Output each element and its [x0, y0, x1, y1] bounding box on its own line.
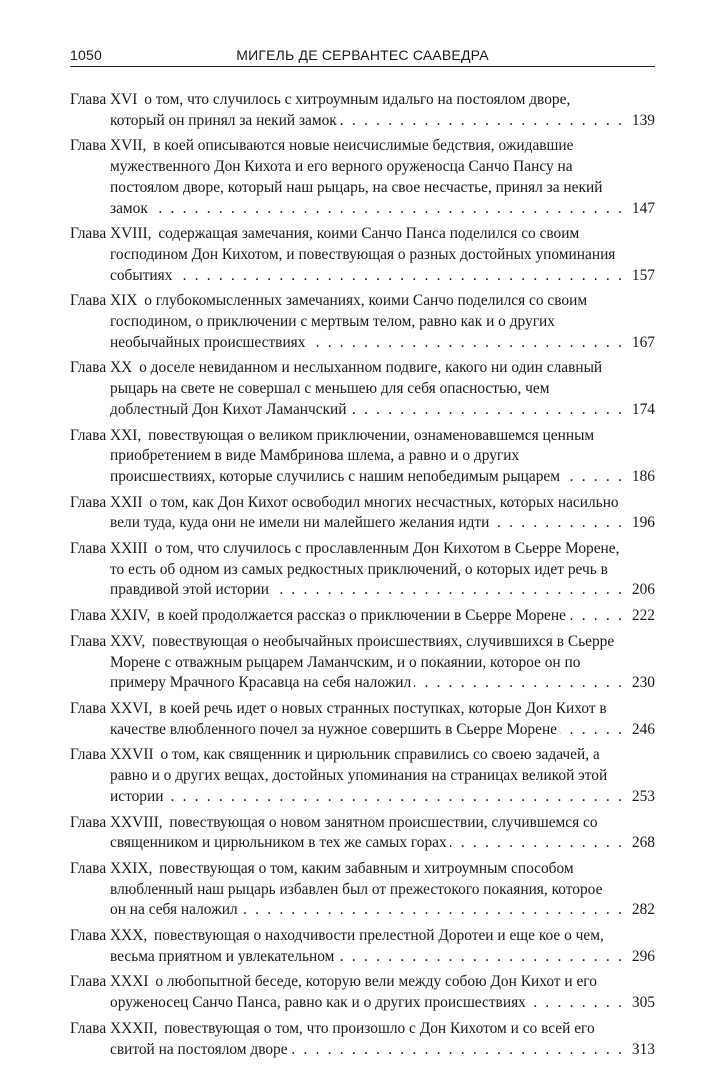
toc-entry — [70, 291, 655, 353]
chapter-description: повествующая о необычайных происшествиях, случившихся в Сьерре Морене с отважным рыцарем Ламанчским, и о покаянии, которое он по примеру Мрачного Красавца на себя наложил — [110, 632, 615, 692]
page-reference: 222 — [621, 606, 655, 627]
chapter-label: Глава XXII — [70, 494, 145, 511]
chapter-description: повествующая о великом приключении, ознаменовавшемся ценным приобретением в виде Мамбринова шлема, а равно и о других происшествиях, которые случились с нашим непобедимым рыцарем — [110, 426, 595, 485]
dot-leader — [110, 787, 621, 808]
chapter-label: Глава XXI, — [70, 427, 144, 444]
chapter-label: Глава XVIII, — [70, 225, 154, 242]
page-reference: 230 — [621, 673, 655, 694]
chapter-description: о том, что случилось с прославленным Дон Кихотом в Сьерре Морене, то есть об одном из самых редкостных приключений, о которых идет речь в правдивой этой истории — [110, 540, 620, 599]
chapter-label: Глава XXXII, — [70, 1020, 160, 1037]
dot-leader — [110, 266, 621, 287]
chapter-description: повествующая о новом занятном происшествии, случившемся со священником и цирюльником в тех же самых горах — [110, 813, 598, 852]
running-head — [70, 46, 655, 67]
toc-entry — [70, 926, 655, 967]
page-reference: 253 — [621, 787, 655, 808]
page-reference: 246 — [621, 720, 655, 741]
toc-entry-text — [70, 426, 595, 485]
chapter-description: о том, как священник и цирюльник справились со своею задачей, а равно и о других вещах, достойных упоминания на страницах великой этой истории — [110, 746, 608, 805]
page-reference: 174 — [621, 400, 655, 421]
toc-entry — [70, 632, 655, 694]
toc-entry — [70, 224, 655, 286]
chapter-label: Глава XVII, — [70, 137, 149, 154]
chapter-description: о доселе невиданном и неслыханном подвиге, какого ни один славный рыцарь на свете не совершал с меньшею для себя опасностью, чем доблестный Дон Кихот Ламанчский — [110, 359, 603, 418]
chapter-description: повествующая о том, каким забавным и хитроумным способом влюбленный наш рыцарь избавлен был от прежестокого покаяния, которое он на себя наложил — [110, 859, 603, 919]
chapter-description: о любопытной беседе, которую вели между собою Дон Кихот и его оруженосец Санчо Панса, равно как и о других происшествиях — [110, 973, 597, 1012]
chapter-label: Глава XXVI, — [70, 700, 155, 717]
page-reference: 268 — [621, 833, 655, 854]
chapter-label: Глава XXV, — [70, 633, 148, 650]
page-reference: 139 — [621, 111, 655, 132]
toc-entry — [70, 426, 655, 488]
page-reference: 167 — [621, 333, 655, 354]
chapter-label: Глава XVI — [70, 91, 140, 108]
chapter-description: о том, что случилось с хитроумным идальго на постоялом дворе, который он принял за некий замок — [110, 91, 571, 129]
chapter-label: Глава XXIV, — [70, 607, 153, 624]
chapter-description: о глубокомысленных замечаниях, коими Санчо поделился со своим господином, о приключении с мертвым телом, равно как и о других необычайных происшествиях — [110, 292, 588, 351]
chapter-description: в коей описываются новые неисчислимые бедствия, ожидавшие мужественного Дон Кихота и его верного оруженосца Санчо Пансу на постоялом дворе, который наш рыцарь, на свое несчастье, принял за некий замок — [110, 137, 603, 217]
toc-entry — [70, 972, 655, 1013]
chapter-label: Глава XX — [70, 359, 135, 376]
dot-leader — [110, 199, 621, 220]
chapter-label: Глава XXX, — [70, 927, 150, 944]
page-number: 1050 — [70, 47, 102, 63]
page-reference: 296 — [621, 947, 655, 968]
page-reference: 147 — [621, 199, 655, 220]
chapter-label: Глава XXIX, — [70, 860, 155, 877]
page-reference: 282 — [621, 900, 655, 921]
toc-entry-text — [70, 607, 569, 625]
chapter-label: Глава XIX — [70, 292, 140, 309]
page-reference: 305 — [621, 993, 655, 1014]
page-reference: 313 — [621, 1040, 655, 1061]
table-of-contents — [70, 90, 655, 1065]
chapter-description: содержащая замечания, коими Санчо Панса поделился со своим господином Дон Кихотом, и повествующая о разных достойных упоминания событиях — [110, 225, 616, 284]
toc-entry — [70, 606, 655, 627]
toc-entry — [70, 699, 655, 740]
page-reference: 206 — [621, 580, 655, 601]
toc-entry — [70, 813, 655, 854]
chapter-description: повествующая о том, что произошло с Дон Кихотом и со всей его свитой на постоялом дворе — [110, 1019, 595, 1058]
chapter-description: в коей продолжается рассказ о приключении в Сьерре Морене — [157, 607, 566, 625]
chapter-description: повествующая о находчивости прелестной Доротеи и еще кое о чем, весьма приятном и увлекательном — [110, 927, 604, 965]
toc-entry — [70, 859, 655, 921]
toc-entry — [70, 136, 655, 219]
page-reference: 157 — [621, 266, 655, 287]
chapter-label: Глава XXIII — [70, 540, 151, 557]
toc-entry — [70, 493, 655, 534]
chapter-description: о том, как Дон Кихот освободил многих несчастных, которых насильно вели туда, куда они не имели ни малейшего желания идти — [110, 493, 619, 532]
chapter-description: в коей речь идет о новых странных поступках, которые Дон Кихот в качестве влюбленного почел за нужное совершить в Сьерре Морене — [110, 699, 607, 738]
toc-entry — [70, 539, 655, 601]
page-reference: 186 — [621, 467, 655, 488]
toc-entry — [70, 358, 655, 420]
toc-entry — [70, 745, 655, 807]
toc-entry — [70, 90, 655, 131]
chapter-label: Глава XXVII — [70, 746, 157, 763]
book-title: МИГЕЛЬ ДЕ СЕРВАНТЕС СААВЕДРА — [236, 47, 489, 63]
chapter-label: Глава XXXI — [70, 973, 151, 990]
toc-entry — [70, 1019, 655, 1060]
chapter-label: Глава XXVIII, — [70, 814, 166, 831]
page-reference: 196 — [621, 513, 655, 534]
